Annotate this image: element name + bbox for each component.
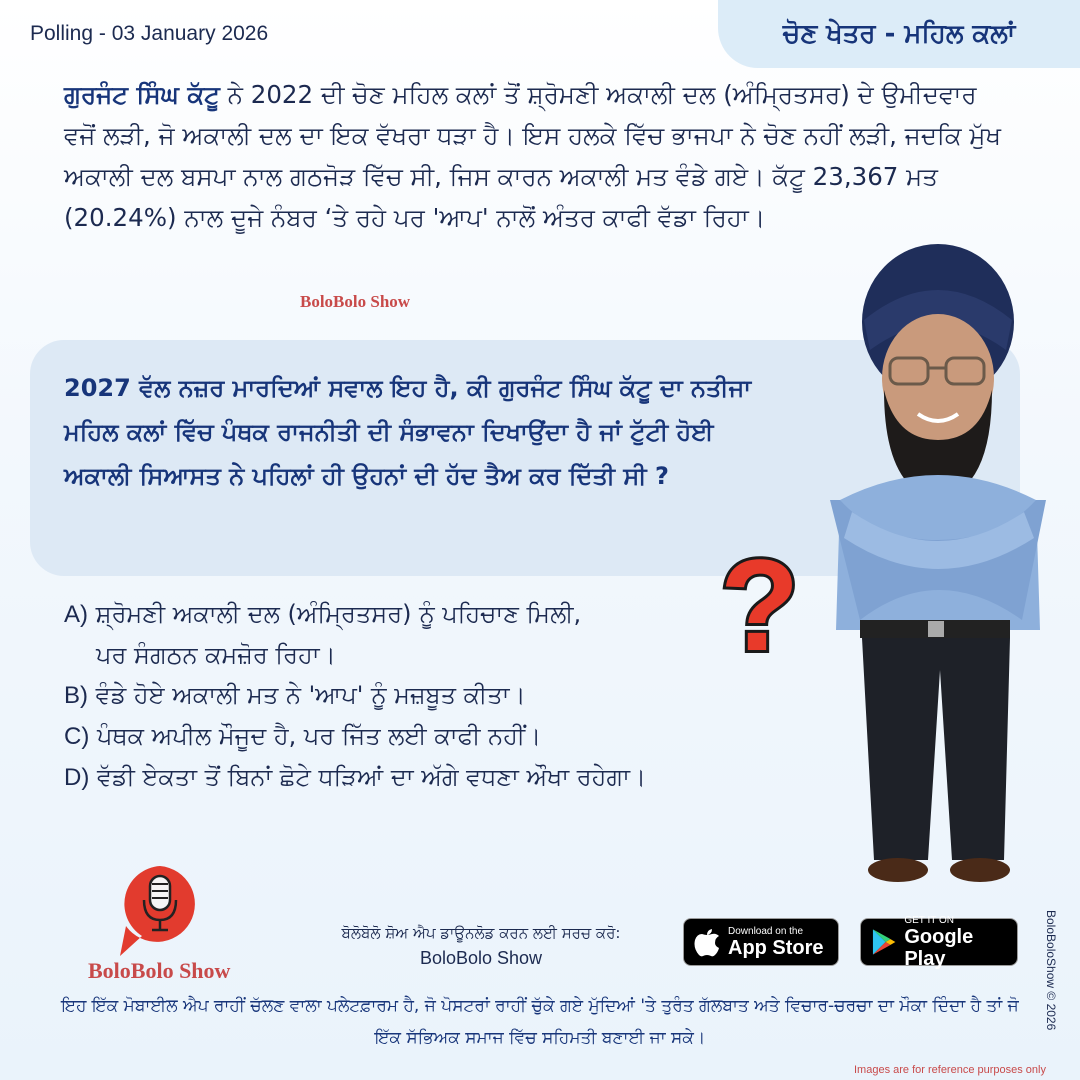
option-b[interactable] (64, 675, 784, 716)
option-d[interactable] (64, 757, 784, 798)
appstore-caption: Download on the (728, 925, 804, 937)
google-play-icon (871, 928, 896, 956)
googleplay-label: Google Play (904, 925, 974, 970)
option-text: ਪੰਥਕ ਅਪੀਲ ਮੌਜੂਦ ਹੈ, ਪਰ ਜਿੱਤ ਲਈ ਕਾਫੀ ਨਹੀਂ। (96, 722, 542, 750)
appstore-label: App Store (728, 936, 824, 959)
constituency-tab (718, 0, 1080, 68)
option-text: ਵੱਡੀ ਏਕਤਾ ਤੋਂ ਬਿਨਾਂ ਛੋਟੇ ਧੜਿਆਂ ਦਾ ਅੱਗੇ ਵਧਣਾ ਔਖਾ ਰਹੇਗਾ। (96, 763, 647, 791)
watermark-brand: BoloBolo Show (300, 292, 411, 311)
googleplay-caption: GET IT ON (904, 914, 954, 926)
option-letter: A) (64, 601, 88, 628)
intro-text: ਨੇ 2022 ਦੀ ਚੋਣ ਮਹਿਲ ਕਲਾਂ ਤੋਂ ਸ਼੍ਰੋਮਣੀ ਅਕਾਲੀ ਦਲ (ਅੰਮ੍ਰਿਤਸਰ) ਦੇ ਉਮੀਦਵਾਰ ਵਜੋਂ ਲੜੀ, ਜੋ ਅਕਾਲੀ ਦਲ ਦਾ ਇਕ ਵੱਖਰਾ ਧੜਾ ਹੈ। ਇਸ ਹਲਕੇ ਵਿੱਚ ਭਾਜਪਾ ਨੇ ਚੋਣ ਨਹੀਂ ਲੜੀ, ਜਦਕਿ ਮੁੱਖ ਅਕਾਲੀ ਦਲ ਬਸਪਾ ਨਾਲ ਗਠਜੋੜ ਵਿੱਚ ਸੀ, ਜਿਸ ਕਾਰਨ ਅਕਾਲੀ ਮਤ ਵੰਡੇ ਗਏ। ਕੱਟੂ 23,367 ਮਤ (20.24%) ਨਾਲ ਦੂਜੇ ਨੰਬਰ ‘ਤੇ ਰਹੇ ਪਰ 'ਆਪ' ਨਾਲੋਂ ਅੰਤਰ ਕਾਫੀ ਵੱਡਾ ਰਿਹਾ। (64, 80, 1002, 232)
app-store-button[interactable] (683, 918, 839, 966)
option-letter: C) (64, 723, 90, 750)
option-a[interactable] (64, 594, 784, 635)
question-mark-graphic: ? (720, 532, 800, 678)
option-text: ਵੰਡੇ ਹੋਏ ਅਕਾਲੀ ਮਤ ਨੇ 'ਆਪ' ਨੂੰ ਮਜ਼ਬੂਤ ਕੀਤਾ। (95, 681, 526, 709)
option-letter: B) (64, 682, 88, 709)
question-text: 2027 ਵੱਲ ਨਜ਼ਰ ਮਾਰਦਿਆਂ ਸਵਾਲ ਇਹ ਹੈ, ਕੀ ਗੁਰਜੰਟ ਸਿੰਘ ਕੱਟੂ ਦਾ ਨਤੀਜਾ ਮਹਿਲ ਕਲਾਂ ਵਿੱਚ ਪੰਥਕ ਰਾਜਨੀਤੀ ਦੀ ਸੰਭਾਵਨਾ ਦਿਖਾਉਂਦਾ ਹੈ ਜਾਂ ਟੁੱਟੀ ਹੋਈ ਅਕਾਲੀ ਸਿਆਸਤ ਨੇ ਪਹਿਲਾਂ ਹੀ ਉਹਨਾਂ ਦੀ ਹੱਦ ਤੈਅ ਕਰ ਦਿੱਤੀ ਸੀ ? (64, 374, 752, 490)
candidate-name: ਗੁਰਜੰਟ ਸਿੰਘ ਕੱਟੂ (64, 80, 220, 109)
app-search-hint: ਬੋਲੋਬੋਲੋ ਸ਼ੋਅ ਐਪ ਡਾਊਨਲੋਡ ਕਰਨ ਲਈ ਸਰਚ ਕਰੋ: (341, 924, 621, 942)
apple-icon (694, 927, 720, 957)
poll-options (64, 594, 784, 798)
option-letter: D) (64, 764, 90, 791)
person-illustration (800, 200, 1060, 900)
footer-description: ਇਹ ਇੱਕ ਮੋਬਾਈਲ ਐਪ ਰਾਹੀਂ ਚੱਲਣ ਵਾਲਾ ਪਲੇਟਫ਼ਾਰਮ ਹੈ, ਜੋ ਪੋਸਟਰਾਂ ਰਾਹੀਂ ਚੁੱਕੇ ਗਏ ਮੁੱਦਿਆਂ 'ਤੇ ਤੁਰੰਤ ਗੱਲਬਾਤ ਅਤੇ ਵਿਚਾਰ-ਚਰਚਾ ਦਾ ਮੌਕਾ ਦਿੰਦਾ ਹੈ ਤਾਂ ਜੋ ਇੱਕ ਸੱਭਿਅਕ ਸਮਾਜ ਵਿੱਚ ਸਹਿਮਤੀ ਬਣਾਈ ਜਾ ਸਕੇ। (61, 996, 1019, 1048)
polling-date: Polling - 03 January 2026 (30, 22, 269, 45)
constituency-label: ਚੋਣ ਖੇਤਰ - ਮਹਿਲ ਕਲਾਂ (782, 18, 1016, 49)
option-c[interactable] (64, 716, 784, 757)
microphone-logo-icon (118, 862, 202, 958)
option-text: ਪਰ ਸੰਗਠਨ ਕਮਜ਼ੋਰ ਰਿਹਾ। (96, 641, 336, 669)
image-disclaimer: Images are for reference purposes only (854, 1064, 1046, 1076)
brand-label: BoloBolo Show (88, 958, 231, 983)
copyright-vertical: BoloBoloShow © 2026 (1044, 910, 1058, 1031)
google-play-button[interactable] (860, 914, 1018, 970)
app-search-name: BoloBolo Show (419, 948, 543, 968)
option-text: ਸ਼੍ਰੋਮਣੀ ਅਕਾਲੀ ਦਲ (ਅੰਮ੍ਰਿਤਸਰ) ਨੂੰ ਪਹਿਚਾਣ ਮਿਲੀ, (95, 600, 582, 628)
option-a-continued (64, 635, 784, 675)
